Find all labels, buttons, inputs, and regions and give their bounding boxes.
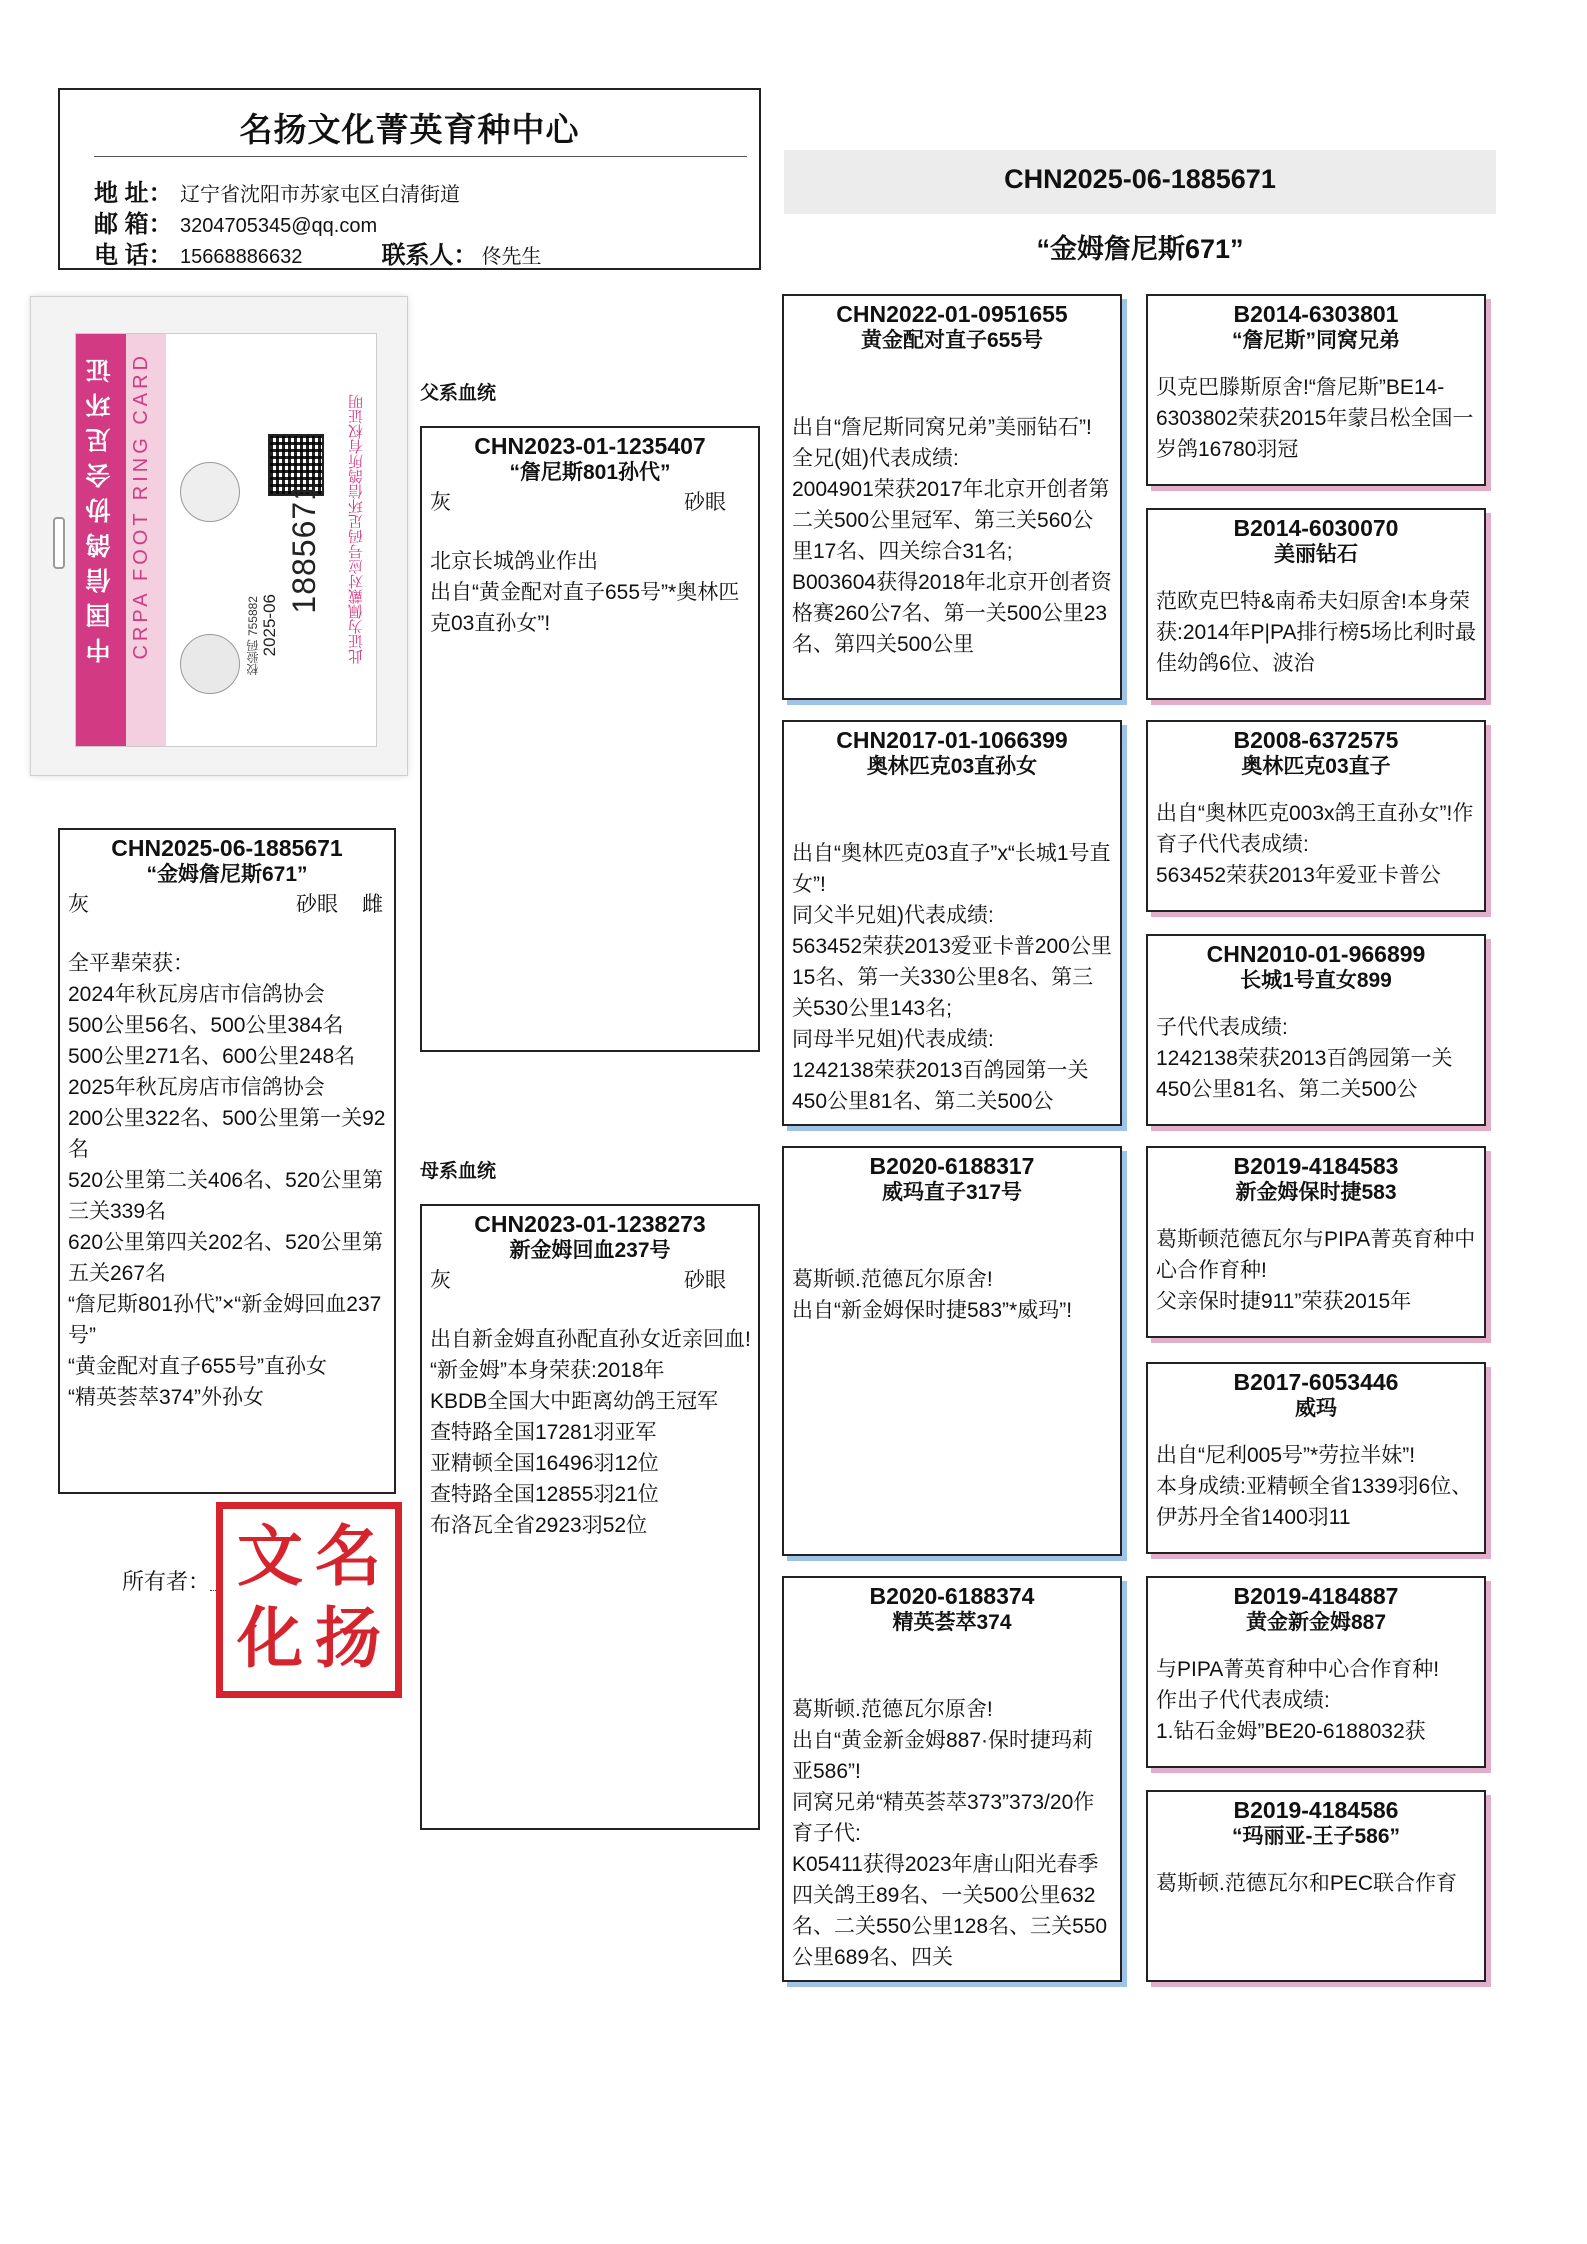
- ssd-name: 美丽钻石: [1274, 543, 1358, 566]
- pigeon-box-ss: [782, 294, 1122, 700]
- pigeon-box-ssd: [1146, 508, 1486, 700]
- dam-description: 出自新金姆直孙配直孙女近亲回血! “新金姆”本身荣获:2018年 KBDB全国大中距离幼鸽王冠军 查特路全国17281羽亚军 亚精顿全国16496羽12位 查特路全国12855羽21位 布洛瓦全省2923羽52位: [430, 1328, 751, 1537]
- pigeon-eye: 砂眼: [296, 893, 338, 916]
- dam-ring-number: CHN2023-01-1238273: [474, 1211, 706, 1237]
- dss-description: 葛斯顿范德瓦尔与PIPA菁英育种中心合作育种! 父亲保时捷911”荣获2015年: [1156, 1228, 1476, 1313]
- sdd-name: 长城1号直女899: [1240, 969, 1392, 992]
- dd-name: 精英荟萃374: [892, 1611, 1012, 1634]
- pigeon-box-dam: [420, 1204, 760, 1830]
- sire-color: 灰: [430, 491, 451, 514]
- ddd-name: “玛丽亚-王子586”: [1231, 1825, 1401, 1848]
- pigeon-box-sire: [420, 426, 760, 1052]
- card-check-code: 校验码 755882: [246, 596, 260, 676]
- card-ring-year: 2025-06: [260, 594, 279, 657]
- dsd-ring-number: B2017-6053446: [1233, 1369, 1399, 1395]
- ds-name: 威玛直子317号: [881, 1181, 1023, 1204]
- dds-description: 与PIPA菁英育种中心合作育种! 作出子代代表成绩: 1.钻石金姆”BE20-6188032获: [1156, 1658, 1440, 1743]
- dam-color: 灰: [430, 1269, 451, 1292]
- crpa-logo-icon: [180, 462, 240, 522]
- pigeon-box-subject: [58, 828, 396, 1494]
- sss-name: “詹尼斯”同窝兄弟: [1232, 329, 1400, 352]
- pigeon-box-dds: [1146, 1576, 1486, 1768]
- sire-line-label: 父系血统: [420, 383, 497, 404]
- pigeon-box-dd: [782, 1576, 1122, 1982]
- pigeon-ring-number: CHN2025-06-1885671: [111, 835, 343, 861]
- dsd-name: 威玛: [1295, 1397, 1337, 1420]
- pigeon-sex: 雌: [362, 893, 383, 916]
- phone-label: 电 话：: [94, 242, 173, 269]
- dd-description: 葛斯顿.范德瓦尔原舍! 出自“黄金新金姆887·保时捷玛莉亚586”! 同窝兄弟“精英荟萃373”373/20作育子代: K05411获得2023年唐山阳光春季四关鸽王89名、一关500公里632名、二关550公里128名、三关550公里689名、四关: [792, 1698, 1108, 1969]
- breeder-header: [58, 88, 761, 270]
- ds-ring-number: B2020-6188317: [869, 1153, 1035, 1179]
- ss-description: 出自“詹尼斯同窝兄弟”美丽钻石”! 全兄(姐)代表成绩: 2004901荣获2017年北京开创者第二关500公里冠军、第三关560公里17名、四关综合31名; B003604获得2018年北京开创者资格赛260公7名、第一关500公里23名、第四关500公里: [792, 416, 1112, 656]
- sd-name: 奥林匹克03直孙女: [866, 755, 1038, 778]
- dam-eye: 砂眼: [684, 1269, 726, 1292]
- dd-ring-number: B2020-6188374: [869, 1583, 1035, 1609]
- owner-label: 所有者：: [122, 1569, 211, 1594]
- pigeon-box-sd: [782, 720, 1122, 1126]
- dsd-description: 出自“尼利005号”*劳拉半妹”! 本身成绩:亚精顿全省1339羽6位、伊苏丹全省1400羽11: [1156, 1444, 1473, 1529]
- ssd-ring-number: B2014-6030070: [1233, 515, 1399, 541]
- contact-label: 联系人：: [381, 242, 478, 269]
- red-seal-stamp: [216, 1502, 402, 1698]
- dam-attributes: [422, 1264, 758, 1294]
- pigeon-box-sdd: [1146, 934, 1486, 1126]
- dam-name: 新金姆回血237号: [509, 1239, 671, 1262]
- ddd-description: 葛斯顿.范德瓦尔和PEC联合作育: [1156, 1872, 1458, 1895]
- pigeon-name: “金姆詹尼斯671”: [146, 863, 308, 886]
- sire-name: “詹尼斯801孙代”: [509, 461, 671, 484]
- pigeon-box-dsd: [1146, 1362, 1486, 1554]
- seal-char: 扬: [315, 1599, 381, 1677]
- contact-value: 佟先生: [481, 246, 542, 268]
- subject-ring-number: CHN2025-06-1885671: [1004, 164, 1276, 194]
- dss-ring-number: B2019-4184583: [1233, 1153, 1399, 1179]
- pigeon-box-ddd: [1146, 1790, 1486, 1982]
- sds-description: 出自“奥林匹克003x鸽王直孙女”!作育子代代表成绩: 563452荣获2013年爱亚卡普公: [1156, 802, 1474, 887]
- card-ownership-note: 此证为佩戴对应号码足环信鸽所有权证明: [348, 394, 365, 664]
- ds-description: 葛斯顿.范德瓦尔原舍! 出自“新金姆保时捷583”*威玛”!: [792, 1268, 1073, 1322]
- sd-ring-number: CHN2017-01-1066399: [836, 727, 1068, 753]
- subject-name: “金姆詹尼斯671”: [1036, 234, 1244, 264]
- staple-clip: [53, 517, 65, 569]
- ss-name: 黄金配对直子655号: [860, 329, 1044, 352]
- address-value: 辽宁省沈阳市苏家屯区白清街道: [180, 184, 460, 206]
- ddd-ring-number: B2019-4184586: [1233, 1797, 1399, 1823]
- sds-name: 奥林匹克03直子: [1241, 755, 1391, 778]
- seal-char: 名: [315, 1517, 381, 1595]
- sire-eye: 砂眼: [684, 491, 726, 514]
- pigeon-description: 全平辈荣获： 2024年秋瓦房店市信鸽协会 500公里56名、500公里384名 500公里271名、600公里248名 2025年秋瓦房店市信鸽协会 200公里322名、500公里第一关92名 520公里第二关406名、520公里第三关339名 620公里第四关202名、520公里第五关267名 “詹尼斯801孙代”×“新金姆回血237号” “黄金配对直子655号”直孙女 “精英荟萃374”外孙女: [68, 952, 386, 1409]
- sire-ring-number: CHN2023-01-1235407: [474, 433, 706, 459]
- sss-ring-number: B2014-6303801: [1233, 301, 1399, 327]
- pigeon-attributes: [60, 888, 394, 918]
- pigeon-box-dss: [1146, 1146, 1486, 1338]
- ss-ring-number: CHN2022-01-0951655: [836, 301, 1068, 327]
- phone-row: [94, 235, 542, 270]
- sd-description: 出自“奥林匹克03直子”x“长城1号直女”! 同父半兄姐)代表成绩: 563452荣获2013爱亚卡普200公里15名、第一关330公里8名、第三关530公里143名; 同母半兄姐)代表成绩: 1242138荣获2013百鸽园第一关450公里81名、第二关500公: [792, 842, 1112, 1113]
- address-row: [94, 173, 460, 208]
- dds-ring-number: B2019-4184887: [1233, 1583, 1399, 1609]
- pigeon-color: 灰: [68, 893, 89, 916]
- email-label: 邮 箱：: [94, 211, 173, 238]
- sss-description: 贝克巴滕斯原舍!“詹尼斯”BE14-6303802荣获2015年蒙吕松全国一岁鸽16780羽冠: [1156, 376, 1474, 461]
- sdd-ring-number: CHN2010-01-966899: [1206, 941, 1426, 967]
- email-row: [94, 204, 377, 239]
- sire-attributes: [422, 486, 758, 516]
- phone-value: 15668886632: [180, 246, 303, 268]
- card-org-en: CRPA FOOT RING CARD: [130, 352, 152, 660]
- seal-char: 化: [237, 1599, 303, 1677]
- seal-char: 文: [237, 1517, 303, 1595]
- card-org-cn: 中国信鸽协会足环证: [86, 348, 114, 663]
- ssd-description: 范欧克巴特&南希夫妇原舍!本身荣获:2014年P|PA排行榜5场比利时最佳幼鸽6位、波治: [1156, 590, 1477, 675]
- card-ring-number: 1885671: [286, 482, 322, 614]
- email-value[interactable]: 3204705345@qq.com: [180, 215, 378, 237]
- breeder-title: 名扬文化菁英育种中心: [239, 111, 580, 148]
- header-divider: [94, 156, 747, 157]
- ring-card-scan: [30, 296, 408, 776]
- address-label: 地 址：: [94, 180, 173, 207]
- sire-description: 北京长城鸽业作出 出自“黄金配对直子655号”*奥林匹克03直孙女”!: [430, 550, 740, 635]
- pigeon-box-sss: [1146, 294, 1486, 486]
- dam-line-label: 母系血统: [420, 1161, 497, 1182]
- sds-ring-number: B2008-6372575: [1233, 727, 1399, 753]
- sdd-description: 子代代表成绩: 1242138荣获2013百鸽园第一关450公里81名、第二关500公: [1156, 1016, 1453, 1101]
- pigeon-box-sds: [1146, 720, 1486, 912]
- ring-card-face: [75, 333, 377, 747]
- dss-name: 新金姆保时捷583: [1235, 1181, 1397, 1204]
- globe-pigeon-logo-icon: [180, 634, 240, 694]
- pigeon-box-ds: [782, 1146, 1122, 1556]
- dds-name: 黄金新金姆887: [1245, 1611, 1387, 1634]
